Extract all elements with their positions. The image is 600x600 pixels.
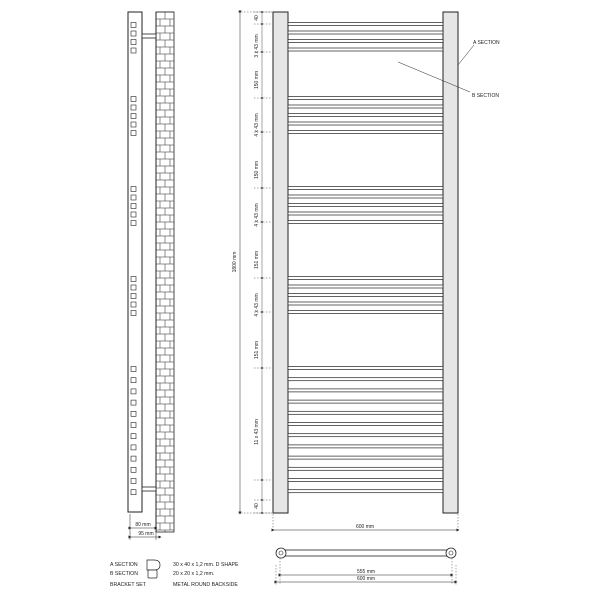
horizontal-tube (288, 195, 443, 198)
tube-section (131, 285, 136, 290)
legend-b-label: B SECTION (110, 571, 138, 577)
dim-3x43: 3 x 43 mm (254, 34, 260, 58)
legend-b-value: 20 x 20 x 1,2 mm. (173, 571, 215, 577)
horizontal-tube (288, 411, 443, 414)
dim-150-b: 150 mm (254, 160, 260, 180)
tube-section (131, 311, 136, 316)
tube-section (131, 294, 136, 299)
horizontal-tube (288, 40, 443, 43)
dim-555: 555 mm (356, 569, 376, 575)
dim-95: 95 mm (138, 531, 154, 537)
bottom-body (280, 550, 452, 556)
tube-section (131, 131, 136, 136)
bottom-bracket-right (446, 548, 456, 558)
tube-section (131, 445, 136, 450)
horizontal-tube (288, 114, 443, 117)
tube-section (131, 97, 136, 102)
tube-section (131, 302, 136, 307)
tube-section (131, 212, 136, 217)
tube-section (131, 423, 136, 428)
horizontal-tube (288, 187, 443, 190)
leader-b (398, 62, 470, 92)
tube-section (131, 48, 136, 53)
tube-section (131, 411, 136, 416)
horizontal-tube (288, 479, 443, 482)
horizontal-tube (288, 367, 443, 370)
horizontal-tube (288, 389, 443, 392)
tube-section (131, 490, 136, 495)
dim-width: 600 mm (355, 524, 375, 530)
bottom-bracket-left (276, 548, 286, 558)
dim-total-height: 1800 mm (232, 251, 238, 273)
horizontal-tube (288, 285, 443, 288)
horizontal-tube (288, 105, 443, 108)
legend-a-label: A SECTION (110, 562, 138, 568)
tube-section (131, 105, 136, 110)
horizontal-tube (288, 131, 443, 134)
tube-section (131, 122, 136, 127)
bracket-top (142, 34, 156, 38)
tube-section (131, 389, 136, 394)
tube-section (131, 277, 136, 282)
tube-section (131, 400, 136, 405)
tube-section (131, 479, 136, 484)
tube-section (131, 378, 136, 383)
legend-a-value: 30 x 40 x 1,2 mm. D SHAPE (173, 562, 239, 568)
right-collector (443, 12, 458, 513)
tube-section (131, 187, 136, 192)
horizontal-tube (288, 445, 443, 448)
tube-section (131, 456, 136, 461)
dim-150-a: 150 mm (254, 70, 260, 90)
dim-151-a: 151 mm (254, 250, 260, 270)
front-view (232, 11, 500, 532)
legend-bracket-value: METAL ROUND BACKSIDE (173, 582, 238, 588)
horizontal-tube (288, 378, 443, 381)
bottom-view (276, 548, 456, 585)
horizontal-tube (288, 294, 443, 297)
horizontal-tube (288, 302, 443, 305)
tube-section (131, 23, 136, 28)
dim-80: 80 mm (135, 522, 151, 528)
wall-strip (156, 12, 174, 532)
dim-4x43-a: 4 x 43 mm (254, 113, 260, 137)
tube-section (131, 31, 136, 36)
leader-a (458, 45, 474, 65)
tube-section (131, 40, 136, 45)
square-section-icon (148, 570, 157, 578)
horizontal-tube (288, 212, 443, 215)
horizontal-tube (288, 311, 443, 314)
horizontal-tube (288, 423, 443, 426)
horizontal-tube (288, 490, 443, 493)
horizontal-tube (288, 400, 443, 403)
tube-section (131, 221, 136, 226)
horizontal-tubes (288, 23, 443, 493)
dim-bottom-40: 40 (254, 503, 260, 509)
dim-4x43-c: 4 x 43 mm (254, 293, 260, 317)
tube-section (131, 195, 136, 200)
tube-section (131, 367, 136, 372)
dim-4x43-b: 4 x 43 mm (254, 203, 260, 227)
horizontal-tube (288, 221, 443, 224)
legend (110, 560, 239, 588)
horizontal-tube (288, 434, 443, 437)
horizontal-tube (288, 467, 443, 470)
horizontal-tube (288, 122, 443, 125)
bracket-bottom (142, 487, 156, 491)
tube-section (131, 434, 136, 439)
horizontal-tube (288, 97, 443, 100)
tube-section (131, 204, 136, 209)
label-a-section: A SECTION (473, 40, 500, 46)
horizontal-tube (288, 31, 443, 34)
dim-11x43: 11 x 43 mm (254, 419, 260, 445)
tube-section (131, 467, 136, 472)
tube-section (131, 114, 136, 119)
left-collector (273, 12, 288, 513)
dim-151-b: 151 mm (254, 340, 260, 360)
horizontal-tube (288, 204, 443, 207)
dim-600-bottom: 600 mm (356, 576, 376, 582)
label-b-section: B SECTION (472, 93, 499, 99)
dim-top-40: 40 (254, 15, 260, 21)
horizontal-tube (288, 48, 443, 51)
horizontal-tube (288, 456, 443, 459)
legend-bracket-label: BRACKET SET (110, 582, 146, 588)
horizontal-tube (288, 23, 443, 26)
side-view (128, 12, 174, 540)
d-shape-icon (147, 560, 160, 570)
horizontal-tube (288, 277, 443, 280)
